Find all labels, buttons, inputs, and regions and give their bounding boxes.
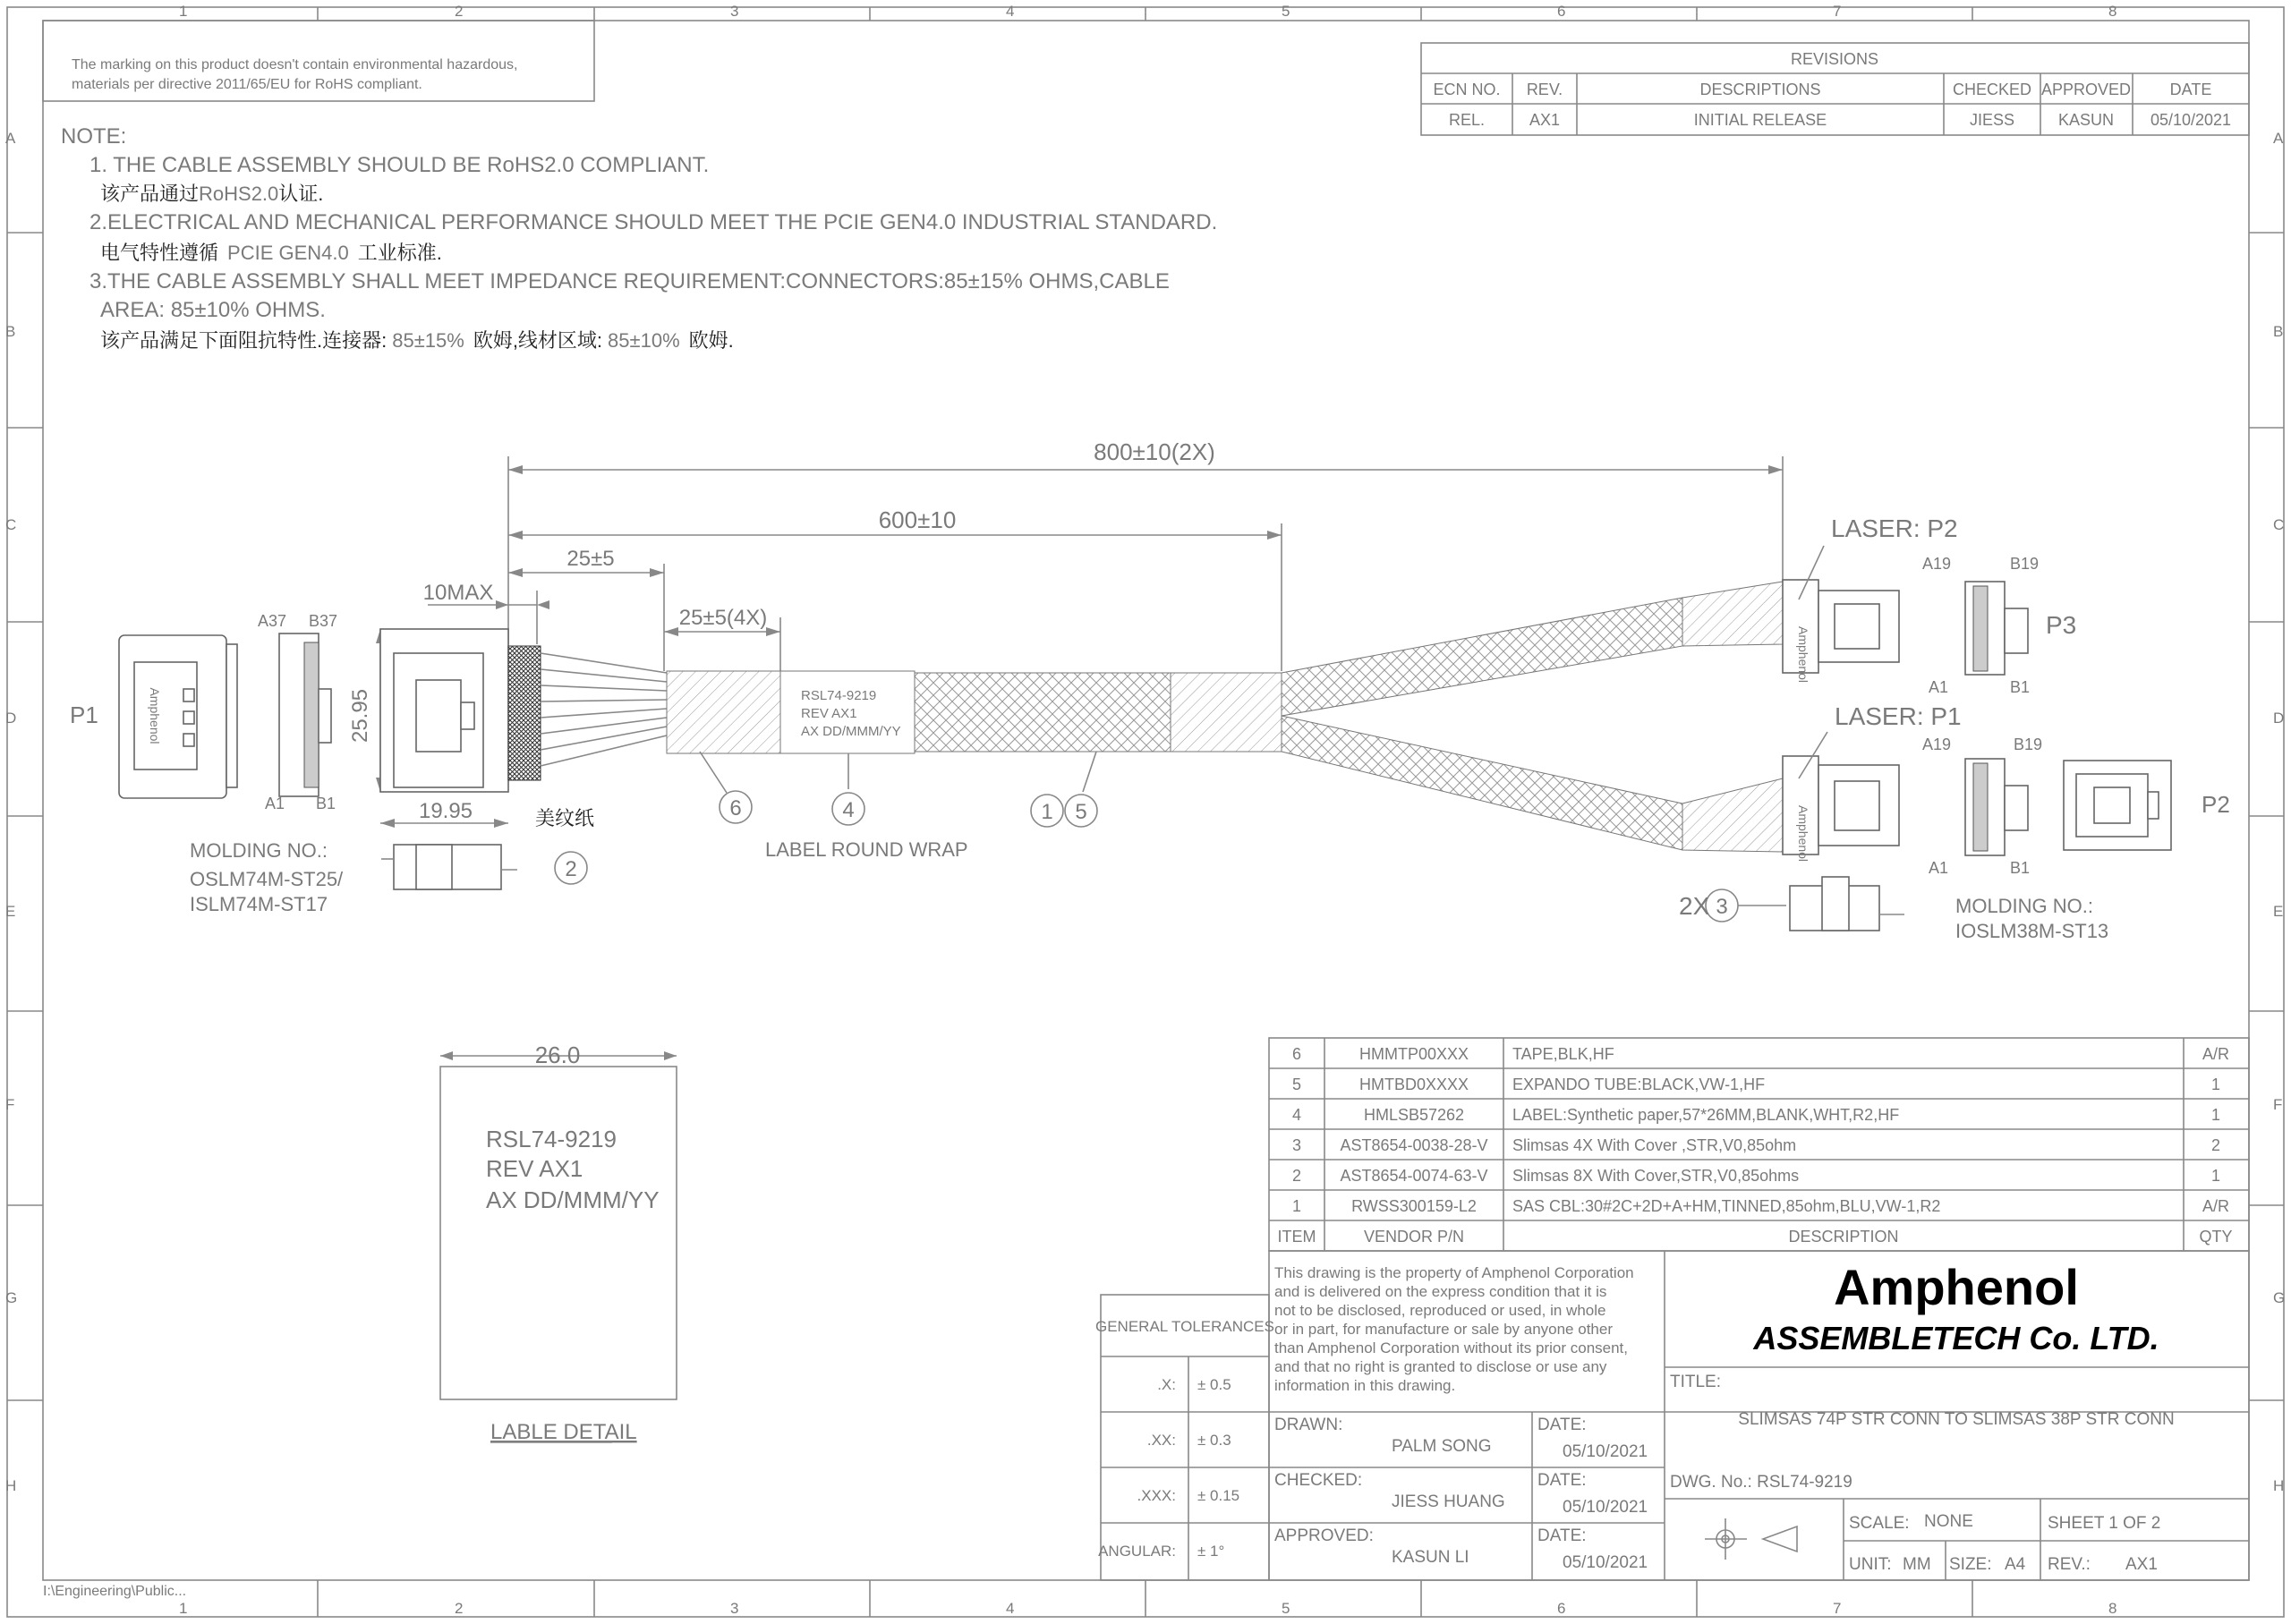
pin-b19: B19 — [2010, 555, 2040, 573]
svg-text:MOLDING NO.:: MOLDING NO.: — [190, 839, 328, 862]
laser-p2-label: LASER: P2 — [1831, 514, 1958, 542]
bom-table — [1269, 1038, 2249, 1251]
rev-cell: INITIAL RELEASE — [1693, 111, 1827, 129]
note-3-cn: 该产品满足下面阻抗特性.连接器: 85±15% 欧姆,线材区域: 85±10% 欧姆. — [100, 329, 734, 352]
note-2-cn: 电气特性遵循 PCIE GEN4.0 工业标准. — [100, 242, 442, 264]
svg-text:MOLDING NO.:: MOLDING NO.: — [1955, 895, 2094, 917]
bom-item: 2 — [1291, 1167, 1302, 1185]
balloon-2: 2 — [565, 857, 577, 881]
bom-qty: A/R — [2202, 1197, 2230, 1215]
balloon-6: 6 — [729, 796, 742, 821]
bom-pn: AST8654-0074-63-V — [1340, 1167, 1488, 1185]
p2-label: P2 — [2202, 791, 2230, 818]
pin-a1: A1 — [1929, 859, 1949, 877]
col-label: 5 — [1282, 3, 1290, 20]
col-label: 4 — [1006, 3, 1015, 20]
dim-label-width: 26.0 — [534, 1042, 581, 1068]
dim-overall: 800±10(2X) — [1094, 438, 1215, 465]
tol-key: .X: — [1157, 1376, 1176, 1393]
unit-value: MM — [1903, 1555, 1931, 1574]
molding-left — [190, 839, 344, 915]
bom-qty: 1 — [2210, 1106, 2221, 1124]
rohs-line: materials per directive 2011/65/EU for RoHS compliant. — [72, 77, 422, 92]
item-balloons — [555, 752, 1786, 922]
company-logo: Amphenol — [1834, 1259, 2079, 1315]
row-label: E — [5, 903, 16, 920]
molding-right — [1955, 895, 2108, 942]
scale-label: SCALE: — [1849, 1514, 1910, 1533]
rev-header: APPROVED — [2040, 81, 2132, 98]
rev-header: DATE — [2169, 81, 2212, 98]
sheet-number: SHEET 1 OF 2 — [2048, 1514, 2161, 1533]
col-label: 2 — [455, 3, 464, 20]
dim-10max: 10MAX — [422, 581, 494, 605]
row-label: G — [5, 1289, 18, 1306]
size-label: SIZE: — [1949, 1555, 1992, 1574]
brand-mark: Amphenol — [148, 687, 162, 744]
row-label: A — [2273, 130, 2284, 147]
cable-branch-lower — [1282, 716, 1783, 852]
col-label: 5 — [1282, 1600, 1290, 1617]
label-detail — [440, 1042, 677, 1444]
col-label: 3 — [730, 3, 739, 20]
pin-b1: B1 — [2010, 859, 2031, 877]
laser-p2-connector — [1783, 514, 1958, 683]
label-detail-line: AX DD/MMM/YY — [486, 1186, 660, 1213]
company-subtitle: ASSEMBLETECH Co. LTD. — [1753, 1320, 2159, 1356]
rev-header: ECN NO. — [1433, 81, 1501, 98]
row-label: D — [2273, 710, 2285, 727]
pin-b19: B19 — [2014, 735, 2043, 753]
rev-label: REV.: — [2048, 1555, 2091, 1574]
rev-cell: KASUN — [2057, 111, 2115, 129]
rev-cell: 05/10/2021 — [2150, 111, 2232, 129]
rev-header: REV. — [1526, 81, 1563, 98]
rev-header: CHECKED — [1952, 81, 2032, 98]
property-text: than Amphenol Corporation without its prior consent, — [1274, 1339, 1629, 1356]
drawn-label: DRAWN: — [1274, 1416, 1343, 1434]
bom-item: 3 — [1291, 1136, 1302, 1154]
balloon-3: 3 — [1716, 895, 1728, 919]
approved-name: KASUN LI — [1392, 1548, 1469, 1567]
tol-key: .XXX: — [1137, 1487, 1176, 1504]
bom-header: DESCRIPTION — [1788, 1228, 1899, 1246]
p1-connector-body — [380, 629, 594, 829]
dim-2595: 25.95 — [348, 688, 372, 744]
dim-25x4: 25±5(4X) — [678, 606, 768, 630]
row-label: F — [5, 1096, 15, 1113]
date-value: 05/10/2021 — [1563, 1442, 1648, 1461]
note-1: 1. THE CABLE ASSEMBLY SHOULD BE RoHS2.0 COMPLIANT. — [89, 153, 710, 177]
bom-item: 6 — [1291, 1045, 1302, 1063]
rohs-compliance-box — [43, 21, 594, 101]
col-label: 3 — [730, 1600, 739, 1617]
property-text: or in part, for manufacture or sale by anyone other — [1274, 1321, 1613, 1338]
pin-a1: A1 — [265, 795, 285, 812]
checked-name: JIESS HUANG — [1392, 1492, 1505, 1511]
balloon-1: 1 — [1041, 800, 1053, 824]
bom-pn: HMLSB57262 — [1363, 1106, 1465, 1124]
col-label: 2 — [455, 1600, 464, 1617]
balloon-3-qty: 2X — [1679, 892, 1710, 920]
date-value: 05/10/2021 — [1563, 1553, 1648, 1572]
col-label: 6 — [1557, 1600, 1566, 1617]
property-text: This drawing is the property of Amphenol Corporation — [1274, 1264, 1634, 1281]
gen-tol-title: GENERAL TOLERANCES — [1095, 1318, 1274, 1335]
scale-value: NONE — [1924, 1512, 1973, 1531]
label-round-wrap: LABEL ROUND WRAP — [765, 838, 968, 861]
wire-bundle — [541, 653, 667, 766]
date-label: DATE: — [1537, 1416, 1587, 1434]
bom-header: QTY — [2199, 1228, 2233, 1246]
tol-key: ANGULAR: — [1098, 1543, 1176, 1560]
row-label: F — [2273, 1096, 2283, 1113]
col-label: 4 — [1006, 1600, 1015, 1617]
svg-text:ISLM74M-ST17: ISLM74M-ST17 — [190, 893, 328, 915]
rev-value: AX1 — [2125, 1555, 2158, 1574]
row-label: B — [5, 323, 16, 340]
approved-label: APPROVED: — [1274, 1526, 1374, 1545]
bom-desc: LABEL:Synthetic paper,57*26MM,BLANK,WHT,R2,HF — [1512, 1106, 1900, 1124]
row-label: A — [5, 130, 16, 147]
brand-mark: Amphenol — [1796, 805, 1810, 863]
row-label: G — [2273, 1289, 2286, 1306]
drawn-name: PALM SONG — [1392, 1437, 1492, 1456]
bom-desc: SAS CBL:30#2C+2D+A+HM,TINNED,85ohm,BLU,VW-1,R2 — [1512, 1197, 1941, 1215]
part-3-drawing — [1790, 877, 1904, 931]
rev-header: DESCRIPTIONS — [1699, 81, 1821, 98]
property-text: and that no right is granted to disclose or use any — [1274, 1358, 1607, 1375]
svg-text:OSLM74M-ST25/: OSLM74M-ST25/ — [190, 868, 344, 890]
bom-item: 4 — [1291, 1106, 1302, 1124]
tol-key: .XX: — [1146, 1432, 1176, 1449]
revisions-title: REVISIONS — [1790, 50, 1879, 68]
row-label: C — [2273, 516, 2285, 533]
col-label: 1 — [179, 1600, 188, 1617]
col-label: 6 — [1557, 3, 1566, 20]
tol-val: ± 0.15 — [1197, 1487, 1240, 1504]
row-label: E — [2273, 903, 2284, 920]
dwg-number: DWG. No.: RSL74-9219 — [1670, 1473, 1852, 1492]
revisions-table — [1421, 43, 2249, 135]
col-label: 7 — [1833, 1600, 1842, 1617]
cable-label-line: RSL74-9219 — [801, 688, 877, 703]
pin-a1: A1 — [1929, 678, 1949, 696]
dim-600: 600±10 — [878, 506, 957, 533]
dim-25: 25±5 — [566, 547, 615, 571]
date-label: DATE: — [1537, 1471, 1587, 1490]
bom-header: ITEM — [1277, 1228, 1316, 1246]
part-2-drawing — [381, 845, 517, 889]
rohs-line: The marking on this product doesn't contain environmental hazardous, — [72, 57, 518, 72]
property-text: and is delivered on the express condition that it is — [1274, 1283, 1607, 1300]
cable-branch-upper — [1282, 582, 1783, 716]
bom-item: 5 — [1291, 1076, 1302, 1093]
checked-label: CHECKED: — [1274, 1471, 1363, 1490]
balloon-4: 4 — [842, 798, 855, 822]
bom-desc: TAPE,BLK,HF — [1512, 1045, 1614, 1063]
file-path: I:\Engineering\Public... — [43, 1584, 187, 1599]
tol-val: ± 1° — [1197, 1543, 1225, 1560]
pin-b1: B1 — [2010, 678, 2031, 696]
label-detail-caption: LABLE DETAIL — [490, 1420, 637, 1444]
p3-label: P3 — [2046, 611, 2077, 639]
bom-qty: 1 — [2210, 1076, 2221, 1093]
cable-label-line: REV AX1 — [801, 706, 857, 721]
row-label: H — [2273, 1477, 2285, 1494]
p1-label: P1 — [70, 701, 98, 728]
label-detail-line: RSL74-9219 — [486, 1126, 617, 1152]
rev-cell: AX1 — [1529, 111, 1561, 129]
cable-label-line: AX DD/MMM/YY — [801, 724, 901, 739]
bom-desc: EXPANDO TUBE:BLACK,VW-1,HF — [1512, 1076, 1766, 1093]
bom-desc: Slimsas 4X With Cover ,STR,V0,85ohm — [1512, 1136, 1797, 1154]
row-label: H — [5, 1477, 17, 1494]
col-label: 8 — [2108, 3, 2117, 20]
drawing-title: SLIMSAS 74P STR CONN TO SLIMSAS 38P STR CONN — [1738, 1410, 2175, 1429]
bom-desc: Slimsas 8X With Cover,STR,V0,85ohms — [1512, 1167, 1800, 1185]
date-value: 05/10/2021 — [1563, 1498, 1648, 1517]
col-label: 8 — [2108, 1600, 2117, 1617]
note-1-cn: 该产品通过RoHS2.0认证. — [100, 183, 324, 205]
brand-mark: Amphenol — [1796, 626, 1810, 684]
bom-qty: A/R — [2202, 1045, 2230, 1063]
row-label: C — [5, 516, 17, 533]
laser-p1-label: LASER: P1 — [1835, 702, 1962, 730]
rev-cell: REL. — [1448, 111, 1486, 129]
p1-connector-side — [258, 612, 337, 812]
row-label: B — [2273, 323, 2284, 340]
title-block — [1095, 1251, 2249, 1580]
notes-heading: NOTE: — [61, 124, 127, 149]
projection-symbol-icon — [1705, 1518, 1797, 1560]
tol-val: ± 0.5 — [1197, 1376, 1231, 1393]
p3-connector-side — [1922, 555, 2076, 696]
balloon-5: 5 — [1075, 800, 1087, 824]
notes-block — [61, 124, 1217, 352]
p2-connector-side — [1922, 735, 2042, 877]
bom-qty: 1 — [2210, 1167, 2221, 1185]
p1-connector-front — [70, 635, 237, 798]
title-label: TITLE: — [1670, 1373, 1722, 1391]
pin-a19: A19 — [1922, 735, 1952, 753]
label-detail-line: REV AX1 — [486, 1155, 583, 1182]
note-3: 3.THE CABLE ASSEMBLY SHALL MEET IMPEDANCE REQUIREMENT:CONNECTORS:85±15% OHMS,CABLE — [89, 269, 1170, 293]
cn-tape-label: 美纹纸 — [535, 807, 595, 829]
p2-connector-front — [2064, 761, 2230, 850]
cable-jacket — [667, 671, 1282, 753]
col-label: 1 — [179, 3, 188, 20]
row-label: D — [5, 710, 17, 727]
tol-val: ± 0.3 — [1197, 1432, 1231, 1449]
note-3-cont: AREA: 85±10% OHMS. — [100, 298, 326, 322]
property-text: information in this drawing. — [1274, 1377, 1456, 1394]
unit-label: UNIT: — [1849, 1555, 1892, 1574]
bom-pn: RWSS300159-L2 — [1351, 1197, 1477, 1215]
col-label: 7 — [1833, 3, 1842, 20]
bom-pn: AST8654-0038-28-V — [1340, 1136, 1488, 1154]
bom-pn: HMMTP00XXX — [1358, 1045, 1469, 1063]
dim-1995: 19.95 — [418, 799, 473, 823]
date-label: DATE: — [1537, 1526, 1587, 1545]
laser-p1-connector — [1783, 702, 1962, 862]
note-2: 2.ELECTRICAL AND MECHANICAL PERFORMANCE SHOULD MEET THE PCIE GEN4.0 INDUSTRIAL STANDARD. — [89, 210, 1218, 234]
bom-pn: HMTBD0XXXX — [1358, 1076, 1469, 1093]
pin-a19: A19 — [1922, 555, 1952, 573]
svg-text:IOSLM38M-ST13: IOSLM38M-ST13 — [1955, 920, 2109, 942]
property-text: not to be disclosed, reproduced or used, in whole — [1274, 1302, 1606, 1319]
size-value: A4 — [2005, 1555, 2026, 1574]
pin-a37: A37 — [258, 612, 287, 630]
bom-item: 1 — [1291, 1197, 1302, 1215]
pin-b1: B1 — [316, 795, 336, 812]
rev-cell: JIESS — [1969, 111, 2015, 129]
bom-qty: 2 — [2210, 1136, 2221, 1154]
bom-header: VENDOR P/N — [1363, 1228, 1465, 1246]
pin-b37: B37 — [309, 612, 338, 630]
